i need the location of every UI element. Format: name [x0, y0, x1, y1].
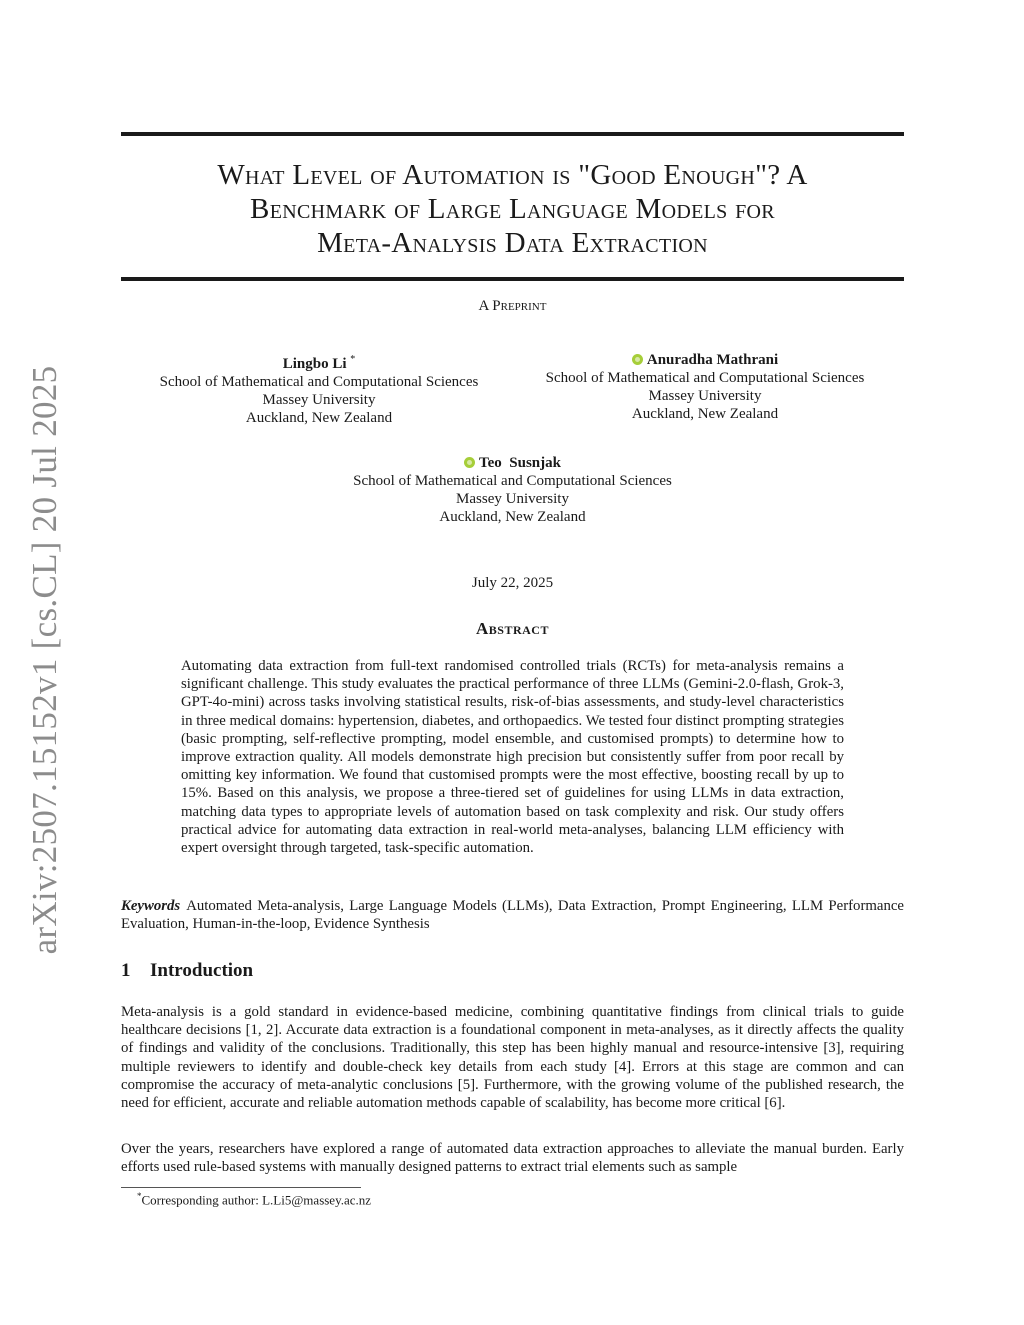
corresponding-mark[interactable]: *: [350, 354, 356, 365]
footnote-text: Corresponding author: L.Li5@massey.ac.nz: [141, 1192, 372, 1208]
orcid-icon[interactable]: [464, 457, 475, 468]
author-location: Auckland, New Zealand: [245, 410, 393, 426]
keywords-label: Keywords: [121, 898, 181, 914]
title-rule-bottom: [121, 277, 904, 281]
section-number: 1: [121, 960, 131, 981]
author-name-text: Anuradha Mathrani: [646, 352, 779, 368]
author-name: [121, 351, 517, 373]
section-heading: [121, 960, 253, 982]
author-university: Massey University: [262, 392, 376, 408]
author-name: [121, 454, 904, 472]
author-name-text: Teo Susnjak: [479, 455, 561, 471]
keywords: [121, 897, 904, 933]
author-name: [507, 351, 903, 369]
footnote: [137, 1191, 371, 1208]
author-name-text: Lingbo Li: [282, 356, 347, 372]
author-university: Massey University: [648, 388, 762, 404]
preprint-label: A Preprint: [478, 298, 547, 314]
publication-date: July 22, 2025: [471, 575, 554, 591]
paper-title: [121, 158, 904, 260]
author-location: Auckland, New Zealand: [631, 406, 779, 422]
arxiv-identifier[interactable]: arXiv:2507.15152v1 [cs.CL] 20 Jul 2025: [25, 365, 64, 955]
author-location: Auckland, New Zealand: [439, 509, 586, 525]
author-university: Massey University: [456, 491, 569, 507]
author-affiliation: School of Mathematical and Computational Sciences: [545, 370, 865, 386]
section-title: Introduction: [150, 960, 254, 981]
body-paragraph: Meta-analysis is a gold standard in evidence-based medicine, combining quantitative findings from clinical trials to guide healthcare decisions [1, 2]. Accurate data extraction is a foundational component in meta-analyses, as it directly affects the quality of findings and validity of the conclusions. Traditionally, this step has been highly manual and resource-intensive [3], requiring multiple reviewers to identify and double-check key details from each study [4]. Errors at this stage are common and can compromise the accuracy of meta-analytic conclusions [5]. Furthermore, with the growing volume of the published research, the need for efficient, accurate and reliable automation methods capable of scalability, has become more critical [6].: [121, 1004, 904, 1112]
footnote-mark: *: [137, 1191, 142, 1201]
author-block: [507, 351, 903, 423]
author-block: [121, 454, 904, 526]
title-line-2: Benchmark of Large Language Models for: [250, 193, 775, 225]
title-line-3: Meta-Analysis Data Extraction: [317, 227, 708, 259]
keywords-text: Automated Meta-analysis, Large Language Models (LLMs), Data Extraction, Prompt Engineering, LLM Performance Evaluation, Human-in-the-loop, Evidence Synthesis: [121, 898, 904, 933]
footnote-rule: [121, 1187, 361, 1188]
title-rule-top: [121, 132, 904, 136]
title-line-1: What Level of Automation is "Good Enough"? A: [217, 159, 808, 191]
author-affiliation: School of Mathematical and Computational Sciences: [159, 374, 479, 390]
abstract-text: Automating data extraction from full-text randomised controlled trials (RCTs) for meta-analysis remains a significant challenge. This study evaluates the practical performance of three LLMs (Gemini-2.0-flash, Grok-3, GPT-4o-mini) across tasks involving statistical results, risk-of-bias assessments, and study-level characteristics in three medical domains: hypertension, diabetes, and orthopaedics. We tested four distinct prompting strategies (basic prompting, self-reflective prompting, model ensemble, and customised prompts) to determine how to improve extraction quality. All models demonstrate high precision but consistently suffer from poor recall by omitting key information. We found that customised prompts were the most effective, boosting recall by up to 15%. Based on this analysis, we propose a three-tiered set of guidelines for using LLMs in data extraction, matching data types to appropriate levels of automation based on task complexity and risk. Our study offers practical advice for automating data extraction in real-world meta-analyses, balancing LLM efficiency with expert oversight through targeted, task-specific automation.: [181, 658, 844, 857]
body-paragraph: Over the years, researchers have explored a range of automated data extraction approaches to alleviate the manual burden. Early efforts used rule-based systems with manually designed patterns to extract trial elements such as sample: [121, 1141, 904, 1176]
orcid-icon[interactable]: [632, 354, 643, 365]
author-affiliation: School of Mathematical and Computational Sciences: [353, 473, 672, 489]
author-block: [121, 351, 517, 427]
abstract-heading: Abstract: [476, 619, 549, 638]
